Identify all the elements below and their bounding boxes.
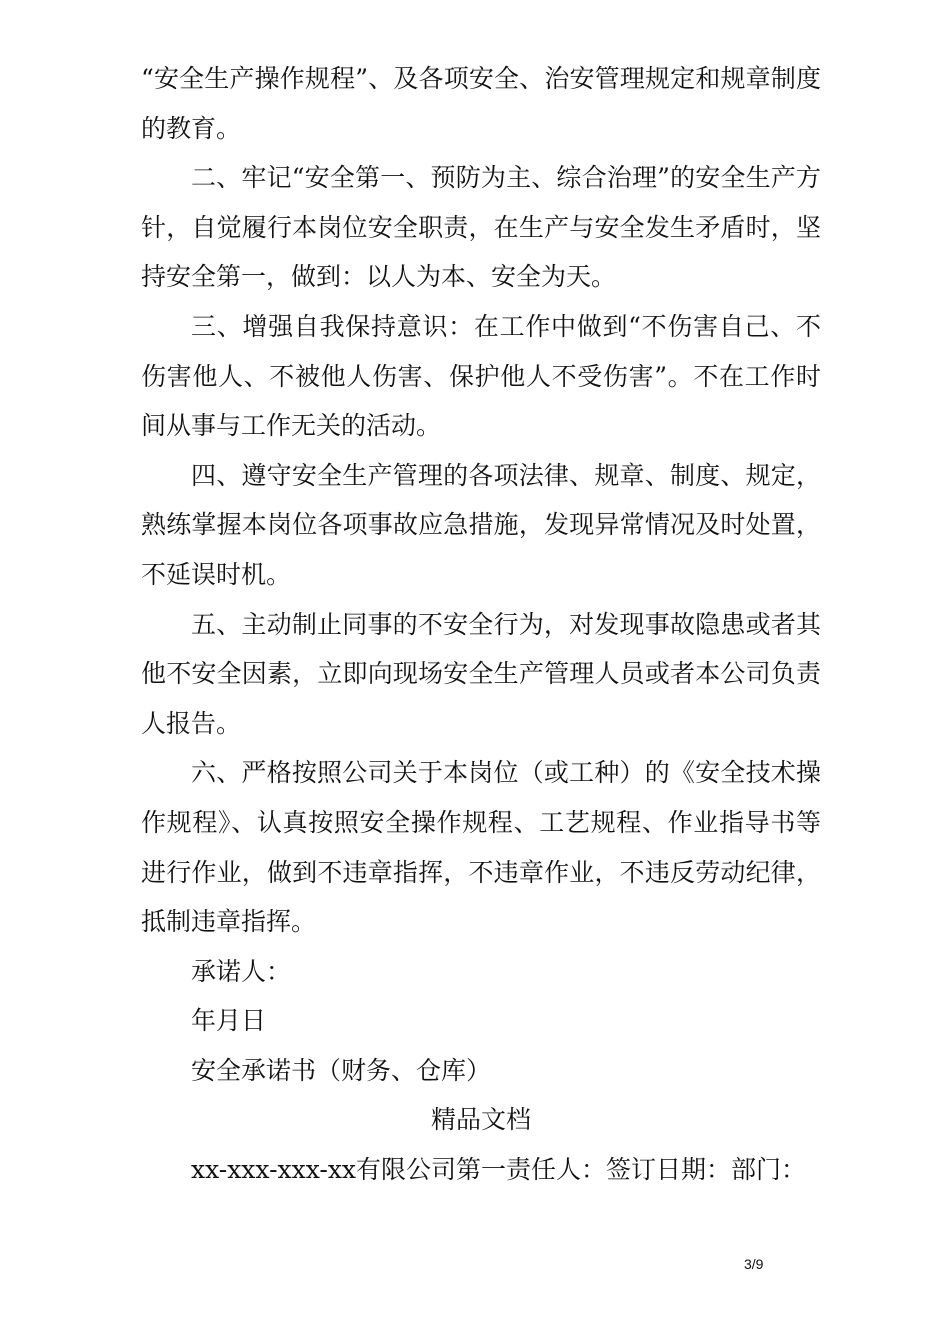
section-title: 安全承诺书（财务、仓库） xyxy=(191,1055,492,1085)
document-body xyxy=(141,54,821,1195)
paragraph-item-5: 五、主动制止同事的不安全行为，对发现事故隐患或者其他不安全因素，立即向现场安全生产管理人员或者本公司负责人报告。 xyxy=(141,609,821,738)
paragraph-item-3: 三、增强自我保持意识：在工作中做到“不伤害自己、不伤害他人、不被他人伤害、保护他人不受伤害”。不在工作时间从事与工作无关的活动。 xyxy=(141,311,821,441)
watermark-caption: 精品文档 xyxy=(430,1105,531,1135)
paragraph-item-2: 二、牢记“安全第一、预防为主、综合治理”的安全生产方针，自觉履行本岗位安全职责，在生产与安全发生矛盾时，坚持安全第一，做到：以人为本、安全为天。 xyxy=(141,163,821,292)
page-number: 3/9 xyxy=(744,1256,764,1272)
paragraph-item-4: 四、遵守安全生产管理的各项法律、规章、制度、规定，熟练掌握本岗位各项事故应急措施，发现异常情况及时处置，不延误时机。 xyxy=(141,460,821,589)
paragraph-item-6: 六、严格按照公司关于本岗位（或工种）的《安全技术操作规程》、认真按照安全操作规程、工艺规程、作业指导书等进行作业，做到不违章指挥，不违章作业，不违反劳动纪律，抵制违章指挥。 xyxy=(141,758,821,937)
signer-line: 承诺人： xyxy=(191,956,292,986)
date-line: 年月日 xyxy=(191,1006,267,1036)
company-signing-line: xx-xxx-xxx-xx有限公司第一责任人：签订日期：部门： xyxy=(191,1155,807,1185)
paragraph-continuation: “安全生产操作规程”、及各项安全、治安管理规定和规章制度的教育。 xyxy=(141,64,821,143)
